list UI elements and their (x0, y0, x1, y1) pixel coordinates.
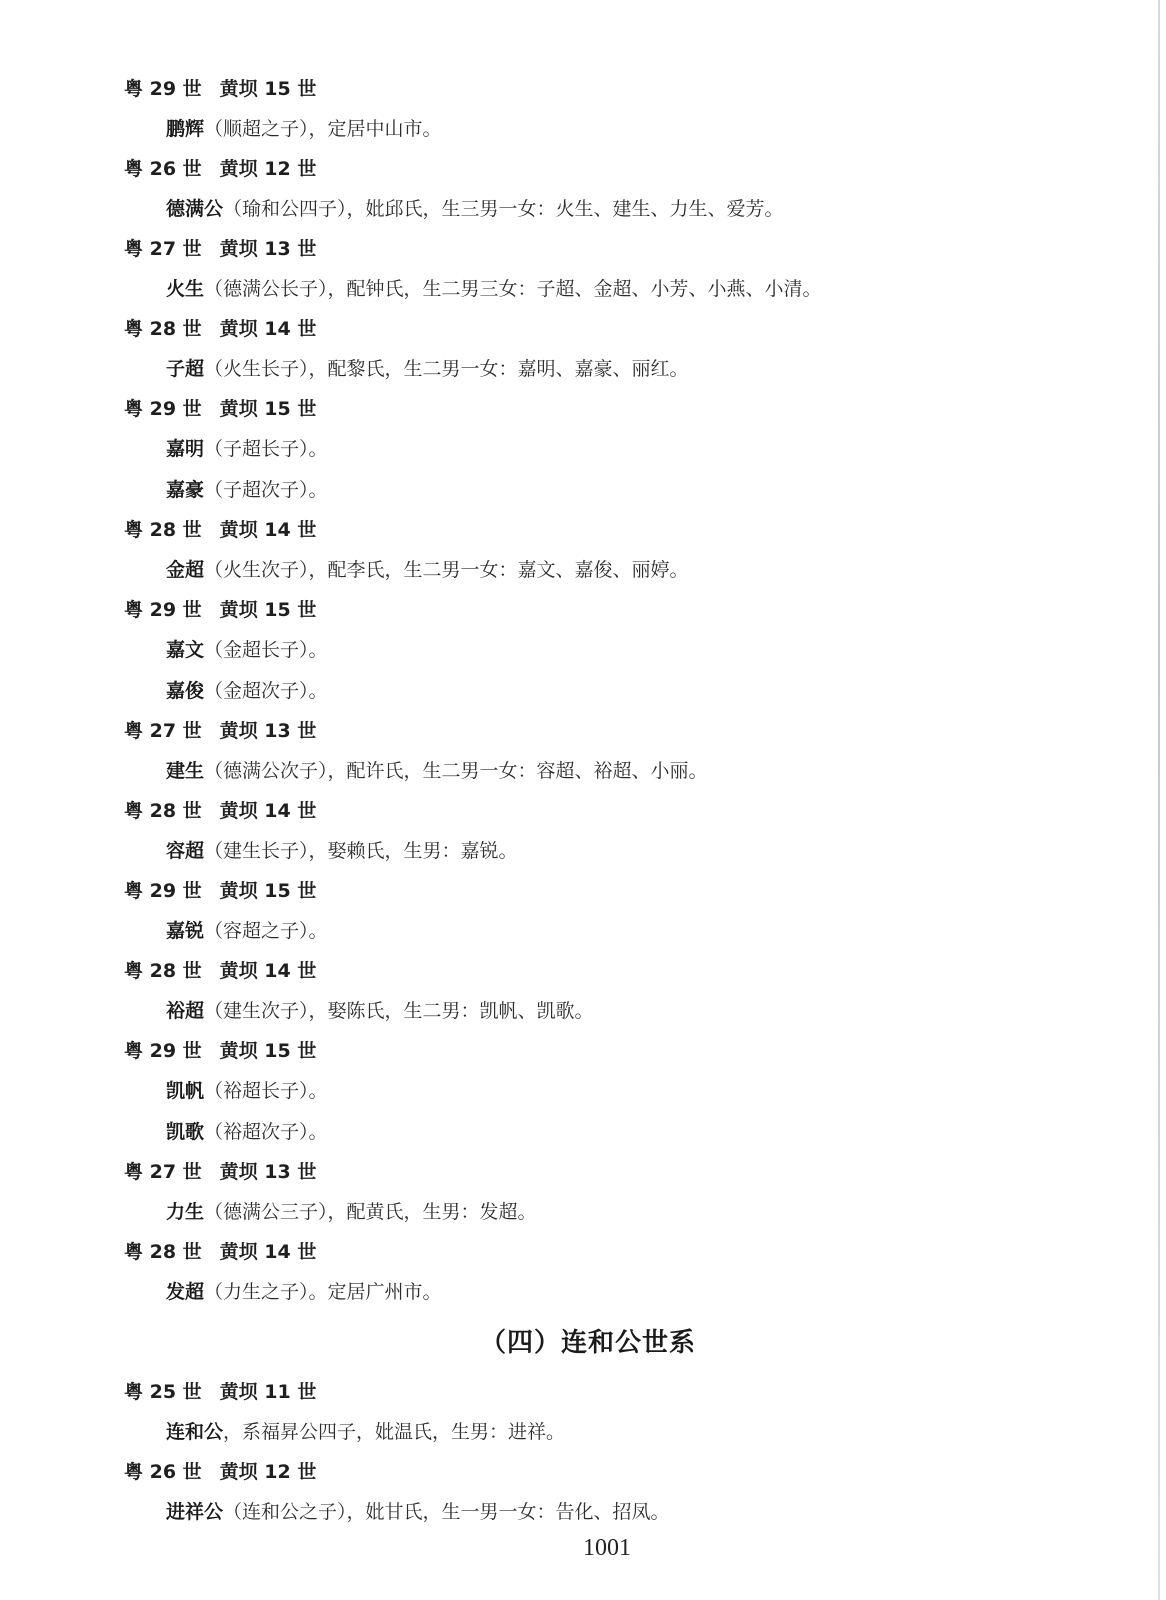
person-description: （建生次子），娶陈氏，生二男：凯帆、凯歌。 (204, 1000, 594, 1022)
generation-heading (124, 150, 1166, 189)
person-entry (166, 751, 1166, 792)
person-description: （金超长子）。 (204, 639, 328, 661)
person-name: 德满公 (166, 198, 224, 220)
person-name: 金超 (166, 559, 205, 581)
generation-huangba: 黄坝 14 世 (219, 1241, 317, 1263)
generation-guangdong: 粤 25 世 (124, 1381, 202, 1403)
generation-huangba: 黄坝 11 世 (219, 1381, 317, 1403)
person-name: 火生 (166, 278, 205, 300)
generation-guangdong: 粤 29 世 (124, 599, 202, 621)
person-entry (166, 671, 1166, 712)
page-content (0, 70, 1166, 1533)
generation-guangdong: 粤 27 世 (124, 238, 202, 260)
person-name: 嘉俊 (166, 680, 205, 702)
generation-huangba: 黄坝 12 世 (219, 1461, 317, 1483)
generation-huangba: 黄坝 13 世 (219, 1161, 317, 1183)
generation-huangba: 黄坝 15 世 (219, 78, 317, 100)
person-description: （金超次子）。 (204, 680, 328, 702)
person-name: 裕超 (166, 1000, 205, 1022)
generation-guangdong: 粤 29 世 (124, 398, 202, 420)
section-title: （四）连和公世系 (479, 1328, 696, 1358)
person-entry (166, 1071, 1166, 1112)
generation-guangdong: 粤 28 世 (124, 318, 202, 340)
generation-huangba: 黄坝 14 世 (219, 519, 317, 541)
generation-heading (124, 1233, 1166, 1272)
person-description: （容超之子）。 (204, 920, 328, 942)
person-description: （裕超次子）。 (204, 1121, 328, 1143)
person-entry (166, 1412, 1166, 1453)
person-description: （火生长子），配黎氏，生二男一女：嘉明、嘉豪、丽红。 (204, 358, 689, 380)
generation-huangba: 黄坝 14 世 (219, 960, 317, 982)
person-name: 嘉锐 (166, 920, 205, 942)
generation-heading (124, 872, 1166, 911)
generation-huangba: 黄坝 12 世 (219, 158, 317, 180)
generation-heading (124, 952, 1166, 991)
generation-heading (124, 1153, 1166, 1192)
person-description: （顺超之子），定居中山市。 (204, 118, 442, 140)
person-description: （建生长子），娶赖氏，生男：嘉锐。 (204, 840, 518, 862)
person-description: （连和公之子），妣甘氏，生一男一女：告化、招凤。 (223, 1501, 670, 1523)
person-name: 嘉豪 (166, 479, 205, 501)
lineage-block-lianhe (0, 1373, 1166, 1533)
person-description: （德满公长子），配钟氏，生二男三女：子超、金超、小芳、小燕、小清。 (204, 278, 822, 300)
generation-huangba: 黄坝 14 世 (219, 800, 317, 822)
generation-heading (124, 1373, 1166, 1412)
person-description: ，系福昇公四子，妣温氏，生男：进祥。 (223, 1421, 566, 1443)
person-entry (166, 1272, 1166, 1313)
person-entry (166, 550, 1166, 591)
generation-huangba: 黄坝 13 世 (219, 720, 317, 742)
generation-huangba: 黄坝 15 世 (219, 398, 317, 420)
generation-heading (124, 712, 1166, 751)
person-entry (166, 470, 1166, 511)
generation-guangdong: 粤 27 世 (124, 720, 202, 742)
person-description: （瑜和公四子），妣邱氏，生三男一女：火生、建生、力生、爱芳。 (223, 198, 784, 220)
generation-heading (124, 792, 1166, 831)
generation-heading (124, 70, 1166, 109)
person-name: 凯帆 (166, 1080, 205, 1102)
generation-guangdong: 粤 26 世 (124, 1461, 202, 1483)
generation-guangdong: 粤 28 世 (124, 960, 202, 982)
person-name: 建生 (166, 760, 205, 782)
person-description: （子超长子）。 (204, 438, 328, 460)
generation-heading (124, 390, 1166, 429)
page-number: 1001 (583, 1535, 631, 1561)
generation-huangba: 黄坝 15 世 (219, 880, 317, 902)
generation-guangdong: 粤 29 世 (124, 1040, 202, 1062)
generation-guangdong: 粤 29 世 (124, 78, 202, 100)
generation-heading (124, 1453, 1166, 1492)
generation-heading (124, 230, 1166, 269)
person-description: （火生次子），配李氏，生二男一女：嘉文、嘉俊、丽婷。 (204, 559, 689, 581)
person-description: （德满公次子），配许氏，生二男一女：容超、裕超、小丽。 (204, 760, 708, 782)
generation-heading (124, 511, 1166, 550)
person-entry (166, 831, 1166, 872)
person-name: 容超 (166, 840, 205, 862)
person-entry (166, 109, 1166, 150)
person-name: 发超 (166, 1281, 205, 1303)
person-description: （力生之子）。定居广州市。 (204, 1281, 442, 1303)
person-entry (166, 630, 1166, 671)
person-entry (166, 1192, 1166, 1233)
person-name: 嘉文 (166, 639, 205, 661)
generation-huangba: 黄坝 15 世 (219, 1040, 317, 1062)
person-name: 嘉明 (166, 438, 205, 460)
person-entry (166, 349, 1166, 390)
person-description: （裕超长子）。 (204, 1080, 328, 1102)
person-entry (166, 189, 1166, 230)
person-name: 鹏辉 (166, 118, 205, 140)
person-entry (166, 429, 1166, 470)
generation-guangdong: 粤 28 世 (124, 519, 202, 541)
person-description: （德满公三子），配黄氏，生男：发超。 (204, 1201, 537, 1223)
person-name: 凯歌 (166, 1121, 205, 1143)
generation-guangdong: 粤 29 世 (124, 880, 202, 902)
generation-huangba: 黄坝 13 世 (219, 238, 317, 260)
person-entry (166, 911, 1166, 952)
generation-heading (124, 1032, 1166, 1071)
person-description: （子超次子）。 (204, 479, 328, 501)
person-name: 子超 (166, 358, 205, 380)
generation-guangdong: 粤 28 世 (124, 1241, 202, 1263)
person-entry (166, 269, 1166, 310)
generation-guangdong: 粤 28 世 (124, 800, 202, 822)
generation-guangdong: 粤 26 世 (124, 158, 202, 180)
generation-huangba: 黄坝 15 世 (219, 599, 317, 621)
generation-huangba: 黄坝 14 世 (219, 318, 317, 340)
person-name: 力生 (166, 1201, 205, 1223)
person-entry (166, 1492, 1166, 1533)
person-entry (166, 991, 1166, 1032)
generation-heading (124, 310, 1166, 349)
person-name: 连和公 (166, 1421, 224, 1443)
lineage-block-dehman (0, 70, 1166, 1313)
generation-heading (124, 591, 1166, 630)
person-name: 进祥公 (166, 1501, 224, 1523)
person-entry (166, 1112, 1166, 1153)
generation-guangdong: 粤 27 世 (124, 1161, 202, 1183)
